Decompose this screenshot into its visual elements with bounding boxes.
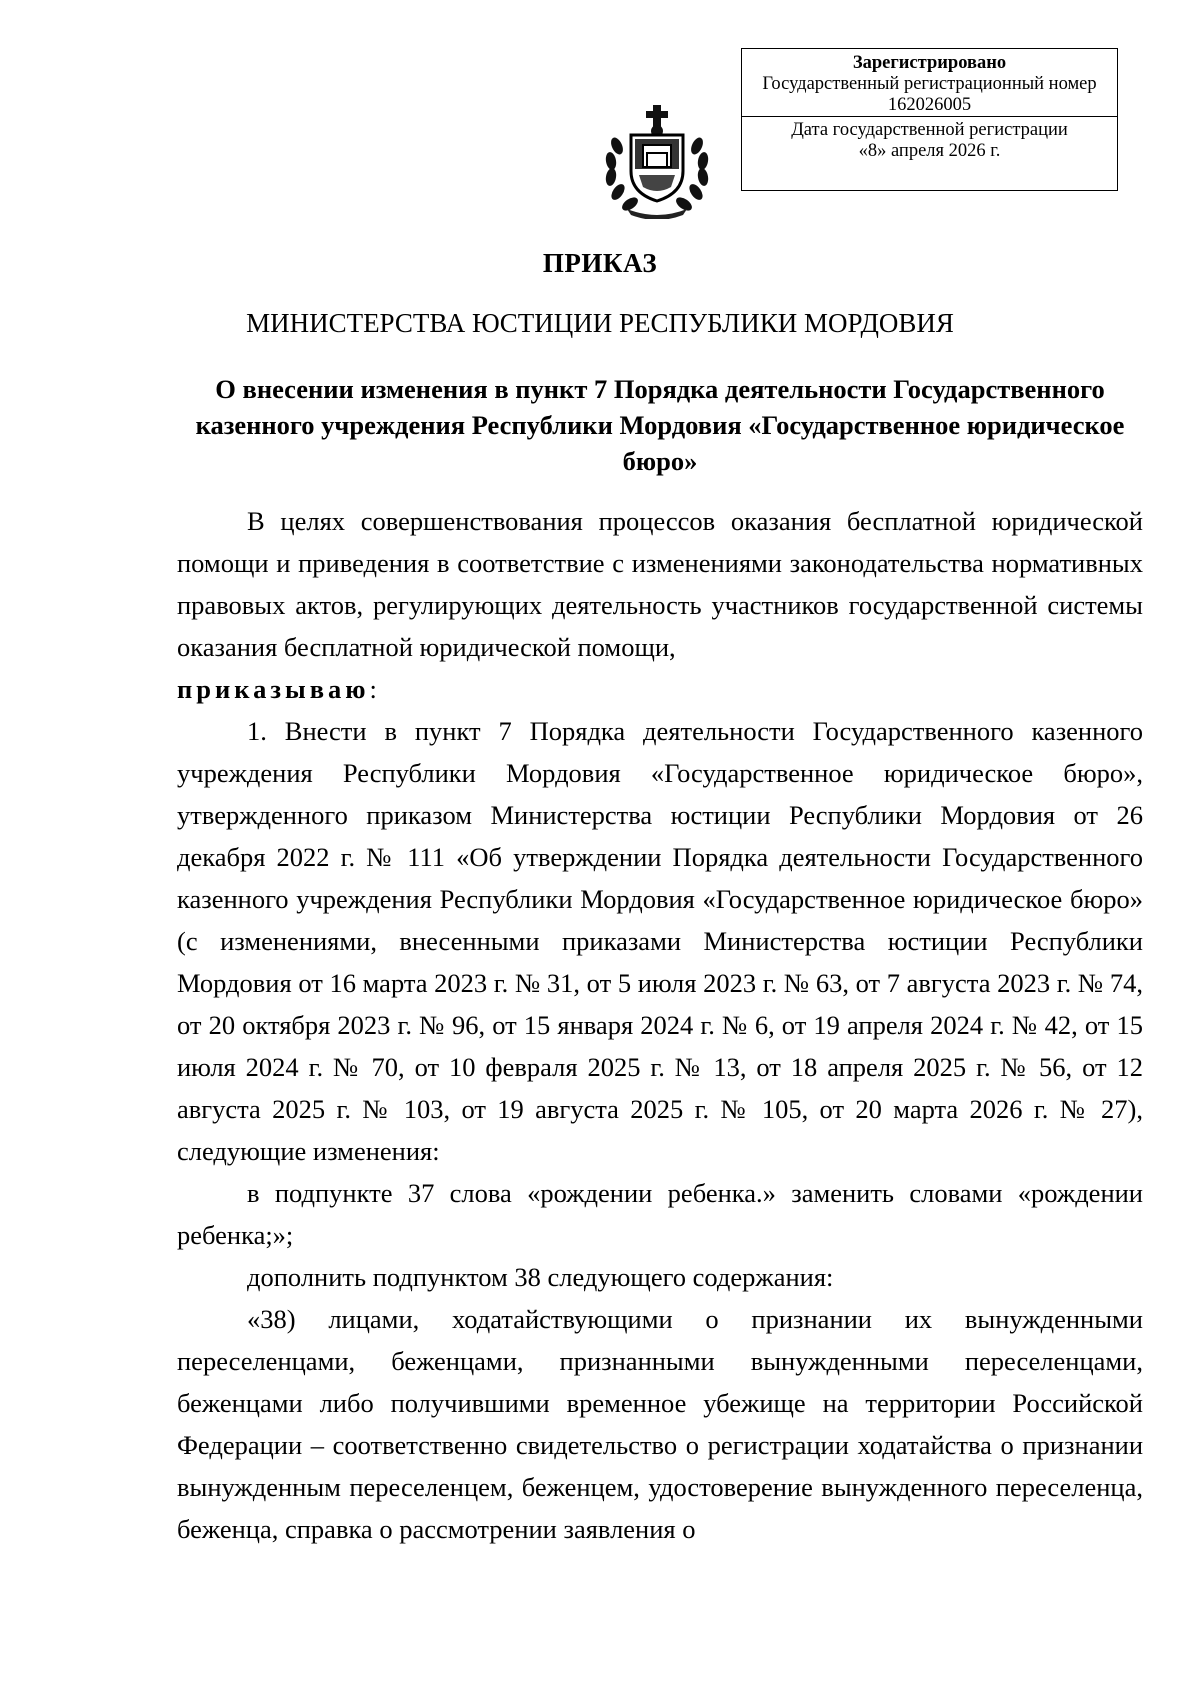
document-subject: О внесении изменения в пункт 7 Порядка деятельности Государственного казенного учреждения Республики Мордовия «Государственное юридическое бюро» bbox=[195, 374, 1125, 476]
registration-number: 162026005 bbox=[887, 95, 972, 115]
coat-of-arms-icon bbox=[597, 101, 717, 219]
document-type-title: ПРИКАЗ bbox=[542, 248, 658, 278]
preamble-paragraph bbox=[177, 500, 1143, 710]
item-1-paragraph: 1. Внести в пункт 7 Порядка деятельности Государственного казенного учреждения Республики Мордовия «Государственное юридическое бюро», утвержденного приказом Министерства юстиции Республики Мордовия от 26 декабря 2022 г. № 111 «Об утверждении Порядка деятельности Государственного казенного учреждения Республики Мордовия «Государственное юридическое бюро» (с изменениями, внесенными приказами Министерства юстиции Республики Мордовия от 16 марта 2023 г. № 31, от 5 июля 2023 г. № 63, от 7 августа 2023 г. № 74, от 20 октября 2023 г. № 96, от 15 января 2024 г. № 6, от 19 апреля 2024 г. № 42, от 15 июля 2024 г. № 70, от 10 февраля 2025 г. № 13, от 18 апреля 2025 г. № 56, от 12 августа 2025 г. № 103, от 19 августа 2025 г. № 105, от 20 марта 2026 г. № 27), следующие изменения: bbox=[177, 716, 1143, 1166]
order-word: приказываю bbox=[177, 674, 370, 704]
registration-stamp-top bbox=[742, 49, 1117, 117]
registration-stamp-bottom bbox=[742, 117, 1117, 162]
order-colon: : bbox=[369, 674, 377, 704]
ministry-name: МИНИСТЕРСТВА ЮСТИЦИИ РЕСПУБЛИКИ МОРДОВИЯ bbox=[246, 308, 954, 338]
preamble-text: В целях совершенствования процессов оказания бесплатной юридической помощи и приведения в соответствие с изменениями законодательства нормативных правовых актов, регулирующих деятельность участников государственной системы оказания бесплатной юридической помощи, bbox=[177, 506, 1143, 662]
registration-number-label: Государственный регистрационный номер bbox=[762, 74, 1097, 94]
subitem-37-paragraph: в подпункте 37 слова «рождении ребенка.» заменить словами «рождении ребенка;»; bbox=[177, 1178, 1143, 1250]
registration-title: Зарегистрировано bbox=[852, 53, 1007, 73]
subitem-38-intro-paragraph: дополнить подпунктом 38 следующего содержания: bbox=[247, 1262, 834, 1292]
registration-date: «8» апреля 2026 г. bbox=[858, 141, 1001, 161]
document-body bbox=[177, 500, 1143, 1550]
subitem-38-text-paragraph: «38) лицами, ходатайствующими о признании их вынужденными переселенцами, беженцами, признанными вынужденными переселенцами, беженцами либо получившими временное убежище на территории Российской Федерации – соответственно свидетельство о регистрации ходатайства о признании вынужденным переселенцем, беженцем, удостоверение вынужденного переселенца, беженца, справка о рассмотрении заявления о bbox=[177, 1304, 1143, 1544]
registration-date-label: Дата государственной регистрации bbox=[791, 120, 1068, 140]
registration-stamp bbox=[741, 48, 1118, 191]
